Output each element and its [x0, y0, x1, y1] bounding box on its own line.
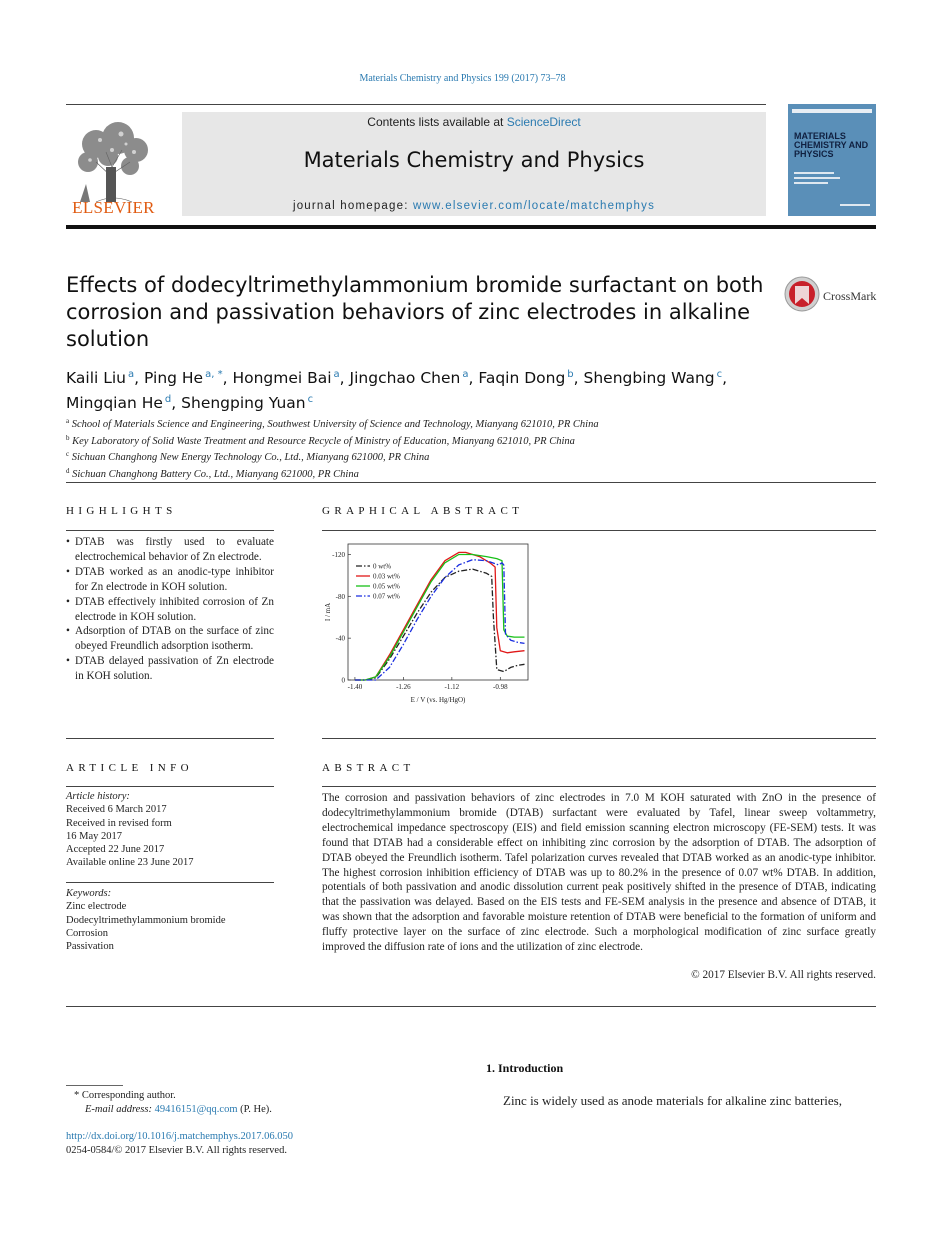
- cover-line: [794, 182, 828, 184]
- legend-label: 0.07 wt%: [373, 592, 400, 601]
- graphical-abstract-chart: [322, 540, 534, 708]
- highlight-item: • DTAB effectively inhibited corrosion of Zn electrode in KOH solution.: [66, 595, 274, 625]
- abstract-copyright: © 2017 Elsevier B.V. All rights reserved.: [691, 969, 876, 981]
- article-history: [66, 790, 274, 870]
- author-name[interactable]: Faqin Dong: [478, 369, 566, 387]
- highlights-rule: [66, 530, 274, 531]
- article-info-heading: ARTICLE INFO: [66, 762, 193, 774]
- author-separator: ,: [339, 369, 350, 387]
- graphical-abstract-heading: GRAPHICAL ABSTRACT: [322, 505, 524, 517]
- corresponding-author-note: [66, 1089, 466, 1116]
- graphical-abstract-bottom-rule: [322, 738, 876, 739]
- y-tick-label: 0: [341, 676, 345, 685]
- cover-line: [840, 204, 870, 206]
- legend-label: 0.03 wt%: [373, 572, 400, 581]
- front-matter-bottom-rule: [66, 1006, 876, 1007]
- author-affiliation-marker[interactable]: c: [714, 369, 723, 380]
- highlights-bottom-rule: [66, 738, 274, 739]
- author-affiliation-marker[interactable]: c: [305, 394, 314, 405]
- affiliation-line: [66, 415, 826, 432]
- journal-homepage: [182, 200, 766, 212]
- crossmark-icon[interactable]: [784, 276, 820, 312]
- x-tick-label: -1.40: [347, 683, 363, 691]
- keywords: [66, 887, 274, 953]
- article-history-label: Article history:: [66, 791, 130, 802]
- header-bottom-rule: [66, 225, 876, 229]
- author-list: [66, 364, 826, 414]
- keywords-rule: [66, 882, 274, 883]
- abstract-text: The corrosion and passivation behaviors of zinc electrodes in 7.0 M KOH saturated with ZnO in the presence of dodecyltrimethylammonium bromide (DTAB) surfactant were evaluated by Tafel, linear sweep voltammetry, electrochemical impedance spectroscopy (EIS) and field emission scanning electron microscopy (FE-SEM) tests. It was found that DTAB had a considerable effect on inhibiting zinc corrosion by the adsorption of DTAB. The adsorption of DTAB obeyed the Freundlich isotherm. Tafel polarization curves revealed that DTAB worked as an anodic-type inhibitor. The highest corrosion inhibition efficiency of DTAB was up to 80.2% in the presence of 0.07 wt% DTAB. In addition, potentials of both passivation and anodic dissolution current peak positively shifted in the presence of DTAB, indicating that the passivation was delayed. Based on the EIS tests and FE-SEM analysis in the presence and absence of DTAB, it was shown that the adsorption and favorable moisture retention of DTAB were beneficial to the formation of uniform and fluffy protective layer on the surface of zinc electrode. Such a morphological modification of zinc surface greatly improved the diffusion rate of ions and the utilization of zinc electrode.: [322, 792, 876, 954]
- keyword: Dodecyltrimethylammonium bromide: [66, 914, 226, 926]
- x-tick-label: -1.12: [444, 683, 460, 691]
- highlight-item: • DTAB was firstly used to evaluate electrochemical behavior of Zn electrode.: [66, 535, 274, 565]
- y-tick-label: -120: [332, 550, 345, 559]
- affiliation-rule: [66, 482, 876, 483]
- highlight-item: • Adsorption of DTAB on the surface of zinc obeyed Freundlich adsorption isotherm.: [66, 624, 274, 654]
- author-name[interactable]: Kaili Liu: [66, 369, 127, 387]
- abstract-rule: [322, 786, 876, 787]
- x-tick-label: -0.98: [493, 683, 508, 691]
- affiliation-marker: c: [66, 450, 70, 458]
- email-link[interactable]: 49416151@qq.com: [154, 1103, 238, 1115]
- journal-title: Materials Chemistry and Physics: [303, 148, 645, 172]
- highlight-item: • DTAB worked as an anodic-type inhibitor for Zn electrode in KOH solution.: [66, 565, 274, 595]
- author-affiliation-marker[interactable]: b: [565, 369, 574, 380]
- graphical-abstract-rule: [322, 530, 876, 531]
- x-axis-label: E / V (vs. Hg/HgO): [410, 696, 466, 704]
- affiliation-marker: d: [66, 466, 70, 475]
- author-separator: ,: [171, 394, 182, 412]
- issn-line: 0254-0584/© 2017 Elsevier B.V. All rights reserved.: [66, 1145, 287, 1156]
- contents-available: [182, 115, 766, 129]
- affiliation-line: [66, 448, 826, 465]
- elsevier-wordmark[interactable]: ELSEVIER: [72, 198, 155, 217]
- crossmark-label[interactable]: CrossMark: [823, 289, 877, 303]
- author-name[interactable]: Mingqian He: [66, 394, 163, 412]
- cover-strip: [792, 109, 872, 113]
- history-line: Received in revised form: [66, 817, 172, 829]
- affiliation-marker: a: [66, 417, 70, 425]
- affiliation-text: Sichuan Changhong New Energy Technology Co., Ltd., Mianyang 621000, PR China: [69, 452, 430, 463]
- header-top-rule: [66, 104, 766, 105]
- corresponding-label: * Corresponding author.: [74, 1090, 176, 1101]
- keyword: Zinc electrode: [66, 901, 127, 913]
- footnote-rule: [66, 1085, 123, 1086]
- highlights-list: [66, 535, 274, 684]
- author-name[interactable]: Hongmei Bai: [232, 369, 332, 387]
- legend-label: 0 wt%: [373, 562, 392, 571]
- author-separator: ,: [468, 369, 479, 387]
- introduction-text: Zinc is widely used as anode materials for alkaline zinc batteries,: [503, 1093, 842, 1108]
- x-tick-label: -1.26: [396, 683, 411, 691]
- author-affiliation-marker[interactable]: a: [331, 369, 340, 380]
- history-line: Available online 23 June 2017: [66, 857, 194, 869]
- history-line: Accepted 22 June 2017: [66, 844, 165, 856]
- author-affiliation-marker[interactable]: a: [126, 369, 135, 380]
- cover-line: [794, 177, 840, 179]
- journal-reference[interactable]: Materials Chemistry and Physics 199 (2017) 73–78: [359, 73, 566, 84]
- y-tick-label: -40: [335, 634, 345, 643]
- author-affiliation-marker[interactable]: a: [460, 369, 469, 380]
- keyword: Corrosion: [66, 927, 108, 939]
- keywords-label: Keywords:: [66, 888, 112, 899]
- affiliation-text: Key Laboratory of Solid Waste Treatment and Resource Recycle of Ministry of Education, Mianyang 621010, PR China: [69, 435, 575, 447]
- affiliation-line: [66, 432, 826, 449]
- email-suffix: (P. He).: [237, 1103, 272, 1115]
- author-separator: ,: [722, 369, 728, 387]
- affiliation-text: School of Materials Science and Engineering, Southwest University of Science and Technology, Mianyang 621010, PR China: [69, 419, 599, 430]
- history-line: 16 May 2017: [66, 830, 122, 842]
- email-label: E-mail address:: [85, 1103, 155, 1115]
- affiliation-text: Sichuan Changhong Battery Co., Ltd., Mianyang 621000, PR China: [69, 468, 359, 480]
- author-affiliation-marker[interactable]: a, *: [203, 369, 223, 380]
- highlight-item: • DTAB delayed passivation of Zn electrode in KOH solution.: [66, 654, 274, 684]
- journal-banner: [182, 112, 766, 216]
- cover-line: [794, 172, 834, 174]
- homepage-link[interactable]: www.elsevier.com/locate/matchemphys: [413, 200, 656, 212]
- cover-title: MATERIALS CHEMISTRY AND PHYSICS: [794, 131, 869, 159]
- legend-label: 0.05 wt%: [373, 582, 400, 591]
- author-name[interactable]: Jingchao Chen: [349, 369, 461, 387]
- y-axis-label: I / mA: [324, 602, 332, 622]
- author-name[interactable]: Ping He: [144, 369, 204, 387]
- email-line: [66, 1103, 466, 1117]
- highlights-heading: HIGHLIGHTS: [66, 505, 177, 517]
- sciencedirect-link[interactable]: ScienceDirect: [506, 115, 581, 129]
- author-name[interactable]: Shengping Yuan: [181, 394, 306, 412]
- keyword: Passivation: [66, 941, 114, 953]
- affiliation-marker: b: [66, 433, 70, 442]
- abstract-heading: ABSTRACT: [322, 762, 415, 774]
- history-line: Received 6 March 2017: [66, 804, 167, 816]
- author-name[interactable]: Shengbing Wang: [583, 369, 715, 387]
- author-affiliation-marker[interactable]: d: [162, 394, 172, 405]
- y-tick-label: -80: [335, 592, 345, 601]
- affiliation-list: [66, 415, 826, 481]
- introduction-heading: 1. Introduction: [486, 1061, 564, 1075]
- affiliation-line: [66, 465, 826, 482]
- contents-prefix: Contents lists available at: [367, 115, 507, 129]
- doi-link[interactable]: http://dx.doi.org/10.1016/j.matchemphys.2017.06.050: [66, 1131, 294, 1142]
- homepage-prefix: journal homepage:: [292, 200, 413, 212]
- article-title: Effects of dodecyltrimethylammonium bromide surfactant on both corrosion and passivation behaviors of zinc electrodes in alkaline solution: [66, 273, 764, 351]
- author-separator: ,: [134, 369, 144, 387]
- journal-cover[interactable]: [788, 104, 876, 216]
- author-separator: ,: [222, 369, 233, 387]
- author-separator: ,: [573, 369, 584, 387]
- article-info-rule: [66, 786, 274, 787]
